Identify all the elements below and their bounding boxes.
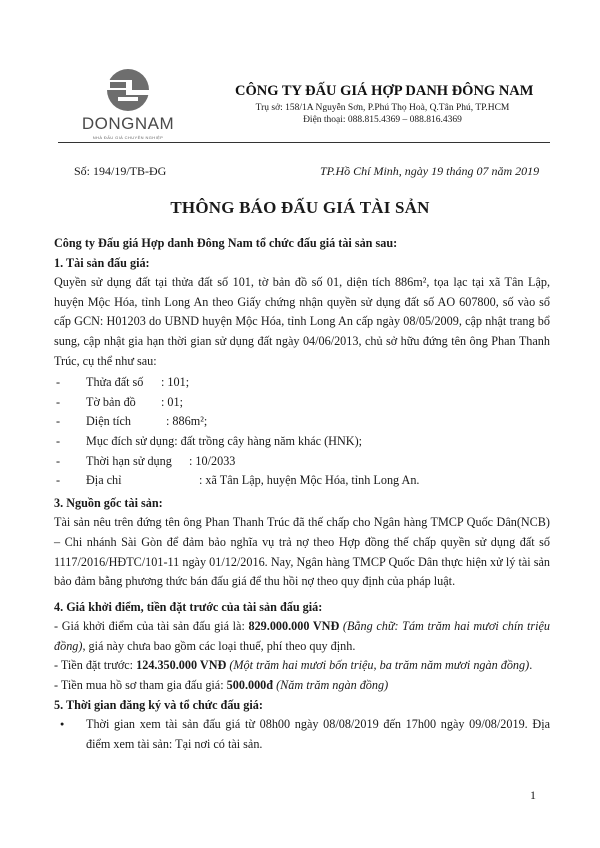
list-item: - Mục đích sử dụng: đất trồng cây hàng năm khác (HNK); — [54, 432, 550, 452]
list-item: - Tờ bản đồ : 01; — [54, 393, 550, 413]
fee-line: - Tiền mua hồ sơ tham gia đấu giá: 500.000đ (Năm trăm ngàn đồng) — [54, 678, 389, 693]
company-logo — [76, 64, 180, 144]
deposit-line: - Tiền đặt trước: 124.350.000 VNĐ (Một trăm hai mươi bốn triệu, ba trăm năm mươi ngàn đồng). — [54, 658, 533, 673]
list-item: - Diện tích : 886m²; — [54, 412, 550, 432]
document-body — [54, 234, 550, 754]
page-title: THÔNG BÁO ĐẤU GIÁ TÀI SẢN — [170, 198, 430, 217]
dongnam-logo-icon — [98, 66, 158, 116]
page-number: 1 — [530, 788, 536, 802]
reference-number: Số: 194/19/TB-ĐG — [74, 164, 167, 178]
company-name: CÔNG TY ĐẤU GIÁ HỢP DANH ĐÔNG NAM — [235, 83, 534, 99]
section-3-paragraph: Tài sản nêu trên đứng tên ông Phan Thanh Trúc đã thế chấp cho Ngân hàng TMCP Quốc Dân(NCB) – Chi nhánh Sài Gòn để đảm bảo nghĩa vụ trả nợ theo Hợp đồng thế chấp quyền sử dụng đất số 1117/2016/HĐTC/101-11 ngày 01/12/2016. Nay, Ngân hàng TMCP Quốc Dân thực hiện xử lý tài sản bảo đảm bằng phương thức bán đấu giá để thu hồi nợ theo quy định của pháp luật. — [54, 515, 550, 589]
list-item: - Thửa đất số : 101; — [54, 373, 550, 393]
section-3-heading: 3. Nguồn gốc tài sản: — [54, 495, 163, 510]
section-1-paragraph: Quyền sử dụng đất tại thửa đất số 101, tờ bản đồ số 01, diện tích 886m², tọa lạc tại xã Tân Lập, huyện Mộc Hóa, tỉnh Long An theo Giấy chứng nhận quyền sử dụng đất số AO 607800, số vào sổ cấp GCN: H01203 do UBND huyện Mộc Hóa, tỉnh Long An cấp ngày 08/05/2009, cập nhật trang bổ sung, cập nhật gia hạn thời gian sử dụng đất ngày 04/06/2013, chủ sở hữu đứng tên ông Phan Thanh Trúc, cụ thể như sau: — [54, 275, 550, 368]
section-5-heading: 5. Thời gian đăng ký và tổ chức đấu giá: — [54, 697, 263, 712]
list-item: - Địa chỉ : xã Tân Lập, huyện Mộc Hóa, tỉnh Long An. — [54, 471, 550, 491]
section-4-heading: 4. Giá khởi điểm, tiền đặt trước của tài sản đấu giá: — [54, 599, 323, 614]
starting-price-line: - Giá khởi điểm của tài sản đấu giá là: 829.000.000 VNĐ (Bằng chữ: Tám trăm hai mươi chín triệu đồng), giá này chưa bao gồm các loại thuế, phí theo quy định. — [54, 619, 551, 653]
company-phone: Điện thoại: 088.815.4369 – 088.816.4369 — [303, 115, 462, 125]
list-item: - Thời hạn sử dụng : 10/2033 — [54, 452, 550, 472]
list-item: ● Thời gian xem tài sản đấu giá từ 08h00 ngày 08/08/2019 đến 17h00 ngày 09/08/2019. Địa điểm xem tài sản: Tại nơi có tài sản. — [54, 715, 550, 754]
logo-brand: DONGNAM — [81, 114, 175, 133]
logo-tagline: NHÀ ĐẤU GIÁ CHUYÊN NGHIỆP — [92, 135, 164, 140]
asset-details-list — [54, 373, 550, 491]
section-1-heading: 1. Tài sản đấu giá: — [54, 255, 150, 270]
intro-line: Công ty Đấu giá Hợp danh Đông Nam tổ chức đấu giá tài sản sau: — [54, 236, 398, 250]
document-date: TP.Hồ Chí Minh, ngày 19 tháng 07 năm 2019 — [320, 164, 540, 178]
header-divider — [58, 142, 550, 143]
company-address: Trụ sở: 158/1A Nguyễn Sơn, P.Phú Thọ Hoà, Q.Tân Phú, TP.HCM — [255, 103, 510, 113]
